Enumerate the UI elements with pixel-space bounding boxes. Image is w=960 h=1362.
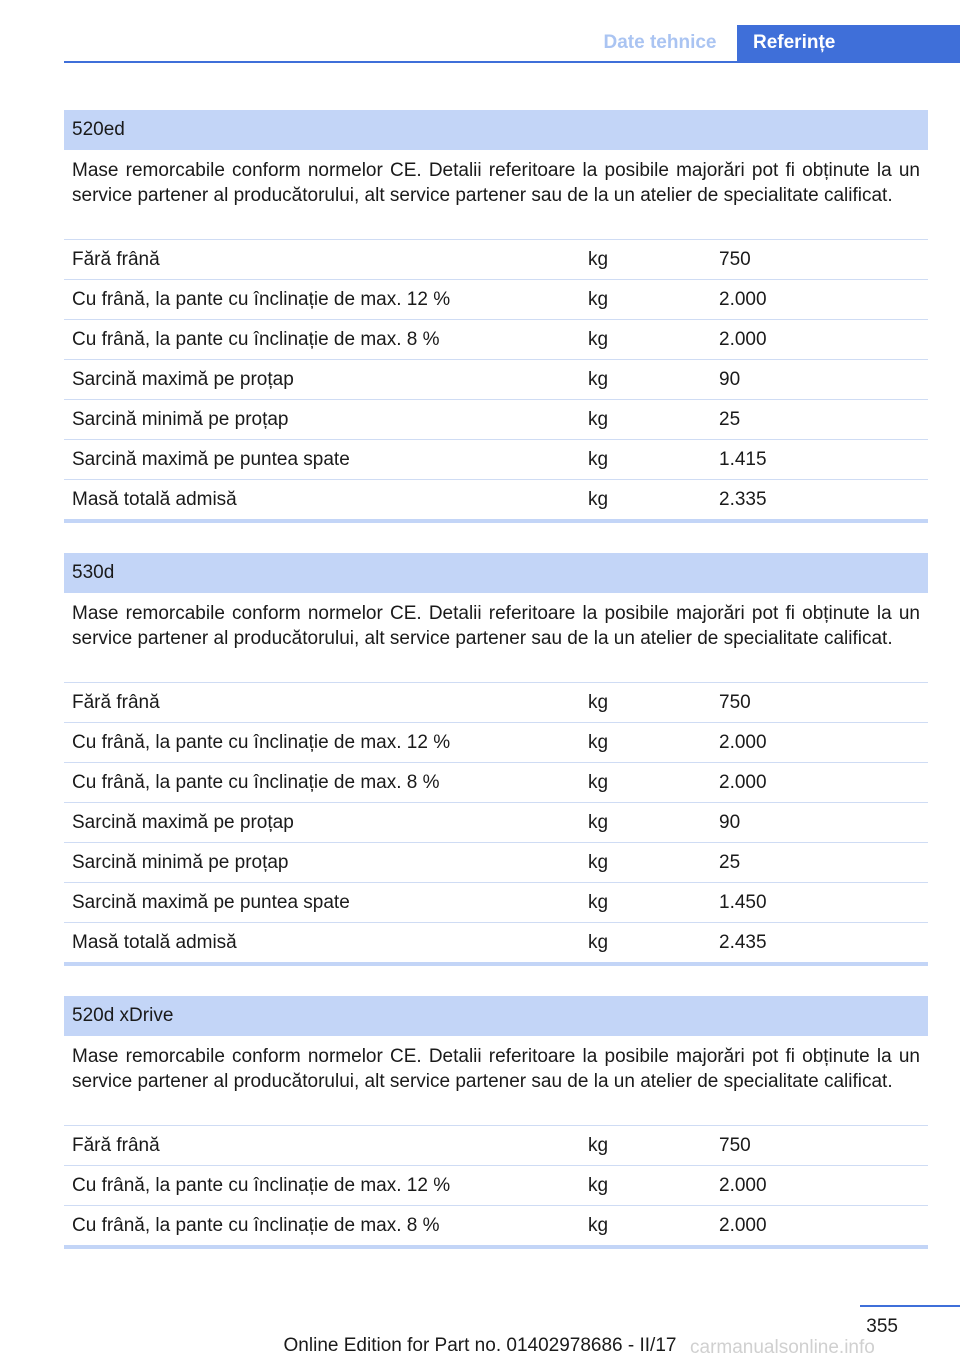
row-unit: kg	[588, 851, 609, 873]
table-row	[64, 400, 928, 440]
table-row	[64, 440, 928, 480]
row-unit: kg	[588, 408, 609, 430]
table-row	[64, 803, 928, 843]
page-number: 355	[866, 1316, 898, 1337]
row-unit: kg	[588, 931, 609, 953]
row-unit: kg	[588, 488, 609, 510]
row-label: Cu frână, la pante cu înclinație de max. 8 %	[72, 1214, 440, 1236]
row-unit: kg	[588, 771, 609, 793]
row-label: Cu frână, la pante cu înclinație de max. 12 %	[72, 288, 451, 310]
table-row	[64, 883, 928, 923]
row-label: Masă totală admisă	[72, 931, 237, 953]
table-row	[64, 280, 928, 320]
row-value: 750	[719, 248, 751, 270]
header-chapter-tab: Referințe	[737, 25, 960, 61]
edition-footer: Online Edition for Part no. 01402978686 - II/17	[283, 1335, 677, 1356]
row-unit: kg	[588, 368, 609, 390]
row-value: 25	[719, 851, 741, 873]
row-label: Sarcină maximă pe proțap	[72, 811, 294, 833]
row-value: 750	[719, 1134, 751, 1156]
row-value: 25	[719, 408, 741, 430]
table-title: 520ed	[64, 110, 928, 150]
table-row	[64, 683, 928, 723]
table-description: Mase remorcabile conform normelor CE. Detalii referitoare la posibile majorări pot fi obținute la un service partener al producătorului, alt service partener sau de la un atelier de specialitate calificat.	[64, 150, 928, 240]
row-unit: kg	[588, 248, 609, 270]
row-value: 1.415	[719, 448, 767, 470]
row-label: Sarcină minimă pe proțap	[72, 408, 289, 430]
table-row	[64, 843, 928, 883]
row-label: Sarcină minimă pe proțap	[72, 851, 289, 873]
row-label: Fără frână	[72, 691, 160, 713]
table-row	[64, 923, 928, 966]
table-row	[64, 480, 928, 523]
row-value: 750	[719, 691, 751, 713]
spec-table	[64, 996, 928, 1249]
row-value: 90	[719, 368, 741, 390]
header-section-tab: Date tehnice	[603, 32, 717, 53]
row-unit: kg	[588, 691, 609, 713]
row-value: 2.000	[719, 731, 767, 753]
row-label: Cu frână, la pante cu înclinație de max. 12 %	[72, 731, 451, 753]
row-unit: kg	[588, 891, 609, 913]
row-unit: kg	[588, 328, 609, 350]
row-unit: kg	[588, 731, 609, 753]
row-label: Cu frână, la pante cu înclinație de max. 8 %	[72, 771, 440, 793]
row-label: Cu frână, la pante cu înclinație de max. 8 %	[72, 328, 440, 350]
row-value: 2.335	[719, 488, 767, 510]
row-value: 2.000	[719, 771, 767, 793]
row-value: 2.435	[719, 931, 767, 953]
row-value: 1.450	[719, 891, 767, 913]
table-row	[64, 360, 928, 400]
table-row	[64, 763, 928, 803]
row-label: Sarcină maximă pe puntea spate	[72, 448, 350, 470]
row-value: 2.000	[719, 328, 767, 350]
spec-table	[64, 110, 928, 523]
row-unit: kg	[588, 288, 609, 310]
row-value: 90	[719, 811, 741, 833]
row-label: Sarcină maximă pe puntea spate	[72, 891, 350, 913]
table-row	[64, 1166, 928, 1206]
table-title: 520d xDrive	[64, 996, 928, 1036]
row-value: 2.000	[719, 288, 767, 310]
row-unit: kg	[588, 1174, 609, 1196]
row-unit: kg	[588, 1134, 609, 1156]
table-row	[64, 240, 928, 280]
spec-table	[64, 553, 928, 966]
row-label: Sarcină maximă pe proțap	[72, 368, 294, 390]
table-description: Mase remorcabile conform normelor CE. Detalii referitoare la posibile majorări pot fi obținute la un service partener al producătorului, alt service partener sau de la un atelier de specialitate calificat.	[64, 1036, 928, 1126]
row-unit: kg	[588, 1214, 609, 1236]
table-row	[64, 320, 928, 360]
row-label: Cu frână, la pante cu înclinație de max. 12 %	[72, 1174, 451, 1196]
table-row	[64, 723, 928, 763]
row-unit: kg	[588, 811, 609, 833]
watermark: carmanualsonline.info	[690, 1337, 875, 1358]
row-label: Fără frână	[72, 1134, 160, 1156]
page-number-rule	[860, 1305, 960, 1307]
row-value: 2.000	[719, 1174, 767, 1196]
table-row	[64, 1206, 928, 1249]
table-row	[64, 1126, 928, 1166]
table-title: 530d	[64, 553, 928, 593]
row-label: Masă totală admisă	[72, 488, 237, 510]
row-value: 2.000	[719, 1214, 767, 1236]
header-rule	[64, 61, 960, 63]
row-unit: kg	[588, 448, 609, 470]
row-label: Fără frână	[72, 248, 160, 270]
table-description: Mase remorcabile conform normelor CE. Detalii referitoare la posibile majorări pot fi obținute la un service partener al producătorului, alt service partener sau de la un atelier de specialitate calificat.	[64, 593, 928, 683]
